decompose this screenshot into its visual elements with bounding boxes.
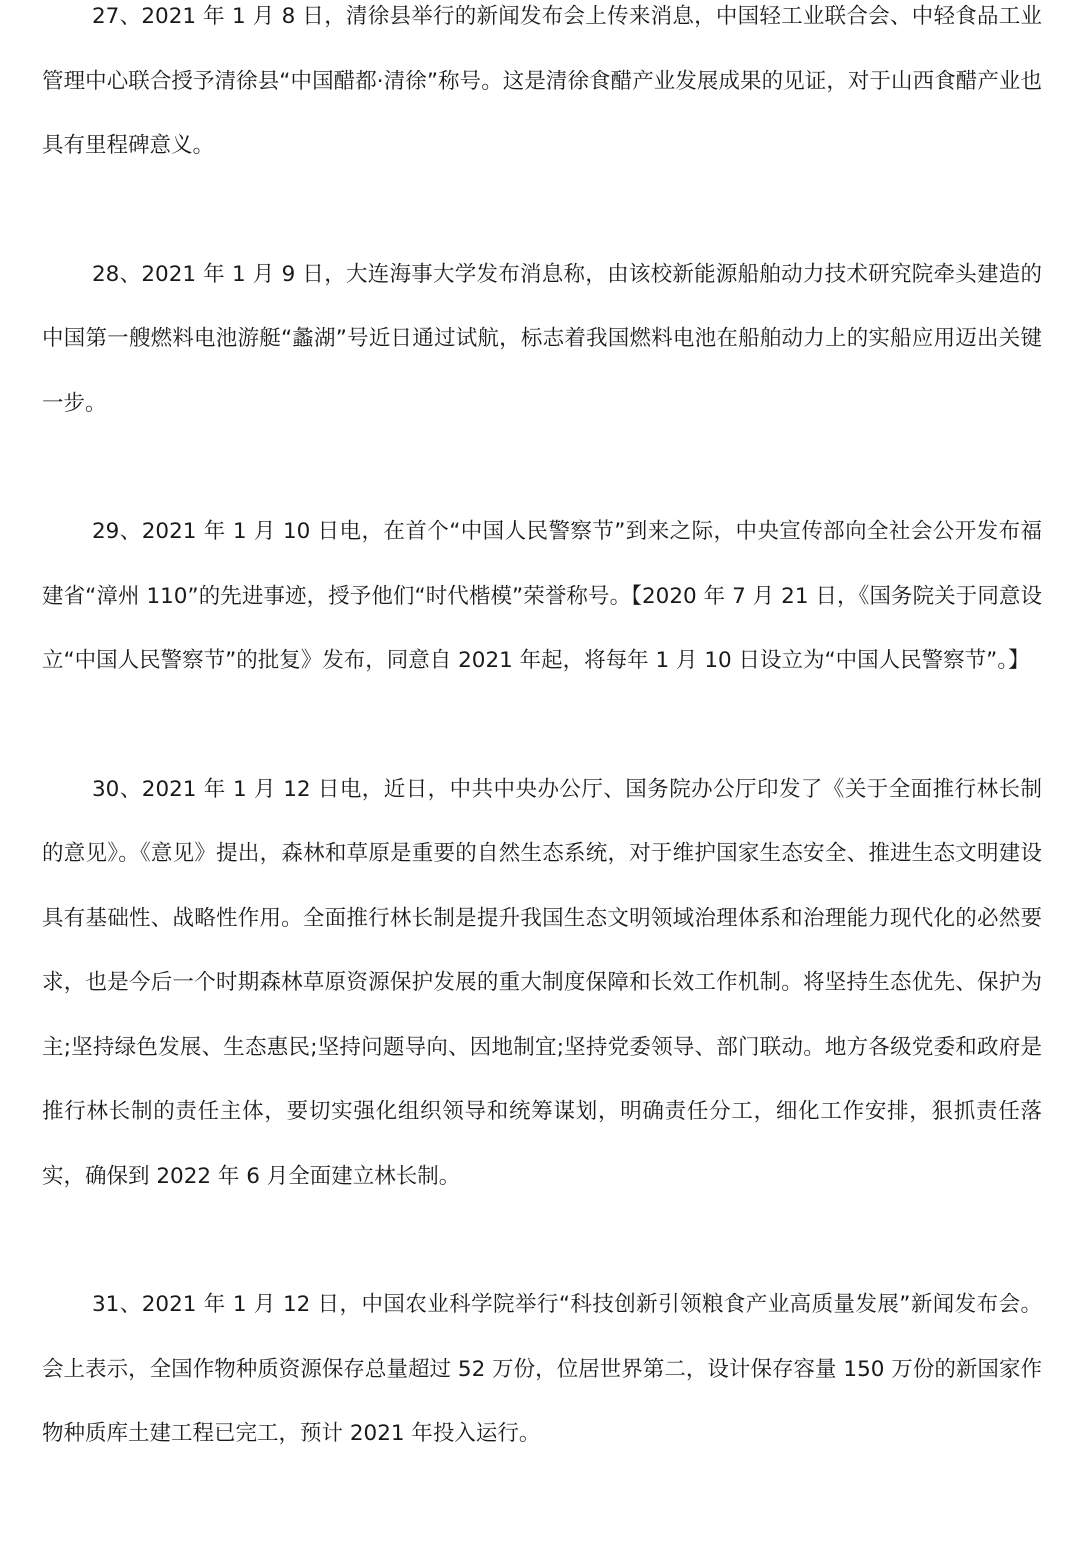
news-item-27: 27、2021 年 1 月 8 日，清徐县举行的新闻发布会上传来消息，中国轻工业联合会、中轻食品工业管理中心联合授予清徐县“中国醋都·清徐”称号。这是清徐食醋产业发展成果的见证，对于山西食醋产业也具有里程碑意义。 [42, 4, 1042, 158]
news-item-31: 31、2021 年 1 月 12 日，中国农业科学院举行“科技创新引领粮食产业高质量发展”新闻发布会。会上表示，全国作物种质资源保存总量超过 52 万份，位居世界第二，设计保存容量 150 万份的新国家作物种质库土建工程已完工，预计 2021 年投入运行。 [42, 1292, 1042, 1446]
news-item-28: 28、2021 年 1 月 9 日，大连海事大学发布消息称，由该校新能源船舶动力技术研究院牵头建造的中国第一艘燃料电池游艇“蠡湖”号近日通过试航，标志着我国燃料电池在船舶动力上的实船应用迈出关键一步。 [42, 261, 1042, 416]
article-body [42, 0, 1042, 1467]
news-item-30: 30、2021 年 1 月 12 日电，近日，中共中央办公厅、国务院办公厅印发了《关于全面推行林长制的意见》。《意见》提出，森林和草原是重要的自然生态系统，对于维护国家生态安全、推进生态文明建设具有基础性、战略性作用。全面推行林长制是提升我国生态文明领域治理体系和治理能力现代化的必然要求，也是今后一个时期森林草原资源保护发展的重大制度保障和长效工作机制。将坚持生态优先、保护为主;坚持绿色发展、生态惠民;坚持问题导向、因地制宜;坚持党委领导、部门联动。地方各级党委和政府是推行林长制的责任主体，要切实强化组织领导和统筹谋划，明确责任分工，细化工作安排，狠抓责任落实，确保到 2022 年 6 月全面建立林长制。 [42, 776, 1042, 1189]
news-item-29: 29、2021 年 1 月 10 日电，在首个“中国人民警察节”到来之际，中央宣传部向全社会公开发布福建省“漳州 110”的先进事迹，授予他们“时代楷模”荣誉称号。【2020 年 7 月 21 日，《国务院关于同意设立“中国人民警察节”的批复》发布，同意自 2021 年起，将每年 1 月 10 日设立为“中国人民警察节”。】 [42, 519, 1042, 673]
